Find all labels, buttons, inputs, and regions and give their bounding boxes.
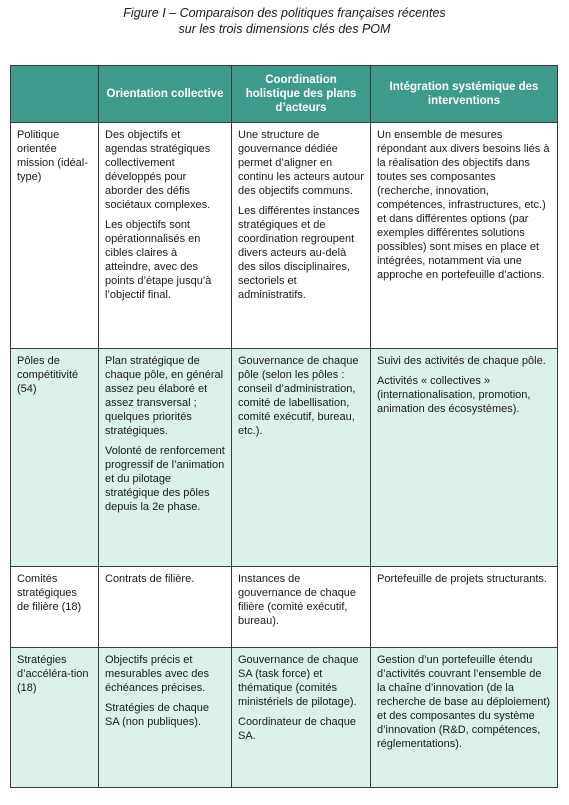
cell-paragraph: Suivi des activités de chaque pôle. [377,355,546,367]
cell-paragraph: Gouvernance de chaque SA (task force) et thématique (comités ministériels de pilotage). [238,654,359,708]
figure-title-line-2: sur les trois dimensions clés des POM [178,22,391,36]
table-cell [371,123,558,349]
row-label: Pôles de compétitivité (54) [11,349,99,567]
comparison-table [10,65,558,788]
table-cell [371,648,558,788]
cell-paragraph: Un ensemble de mesures répondant aux divers besoins liés à la réalisation des objectifs dans toutes ses composantes (recherche, innovation, compétences, infrastructures, etc.) et dans différentes options (par exemples différentes solutions possibles) sont mises en place et intégrées, notamment via une approche en portefeuille d’actions. [377,129,550,281]
cell-paragraph: Contrats de filière. [105,573,195,585]
cell-paragraph: Volonté de renforcement progressif de l’animation et du pilotage stratégique des pôles depuis la 2e phase. [105,445,225,513]
table-cell [232,567,371,648]
cell-paragraph: Coordinateur de chaque SA. [238,716,357,742]
table-row-strategies-d-acceleration [11,648,558,788]
header-integration-systemique: Intégration systémique des interventions [371,66,558,123]
cell-paragraph: Instances de gouvernance de chaque filière (comité exécutif, bureau). [238,573,357,627]
table-header-row [11,66,558,123]
table-row-poles-de-competitivite [11,349,558,567]
cell-paragraph: Les objectifs sont opérationnalisés en cibles claires à atteindre, avec des points d’étape jusqu’à l’objectif final. [105,219,212,301]
table-row-politique-orientee-mission [11,123,558,349]
table-cell [99,123,232,349]
cell-paragraph: Les différentes instances stratégiques et de coordination regroupent divers acteurs au-delà des silos disciplinaires, sectoriels et administratifs. [238,205,360,301]
table-cell [232,349,371,567]
cell-paragraph: Des objectifs et agendas stratégiques collectivement développés pour aborder des défis sociétaux complexes. [105,129,211,211]
table-cell [371,567,558,648]
table-cell [99,567,232,648]
table-cell [99,648,232,788]
table-cell [232,123,371,349]
row-label: Comités stratégiques de filière (18) [11,567,99,648]
cell-paragraph: Plan stratégique de chaque pôle, en général assez peu élaboré et assez transversal ; quelques priorités stratégiques. [105,355,224,437]
cell-paragraph: Stratégies de chaque SA (non publiques). [105,702,209,728]
row-label: Politique orientée mission (idéal-type) [11,123,99,349]
table-cell [232,648,371,788]
cell-paragraph: Gouvernance de chaque pôle (selon les pôles : conseil d’administration, comité de labellisation, comité exécutif, bureau, etc.). [238,355,359,437]
table-cell [99,349,232,567]
table-row-comites-strategiques-de-filiere [11,567,558,648]
row-label: Stratégies d’accéléra-tion (18) [11,648,99,788]
cell-paragraph: Objectifs précis et mesurables avec des échéances précises. [105,654,209,694]
header-empty-cell [11,66,99,123]
table-cell [371,349,558,567]
cell-paragraph: Gestion d’un portefeuille étendu d’activités couvrant l’ensemble de la chaîne d’innovation (de la recherche de base au déploiement) et des composantes du système d’innovation (R&D, compétences, réglementations). [377,654,551,750]
cell-paragraph: Portefeuille de projets structurants. [377,573,547,585]
header-coordination-holistique: Coordination holistique des plans d’acteurs [232,66,371,123]
figure-title [0,5,569,37]
cell-paragraph: Activités « collectives » (internationalisation, promotion, animation des écosystèmes). [377,375,531,415]
cell-paragraph: Une structure de gouvernance dédiée permet d’aligner en continu les acteurs autour des objectifs communs. [238,129,364,197]
figure-title-line-1: Figure I – Comparaison des politiques françaises récentes [123,6,446,20]
header-orientation-collective: Orientation collective [99,66,232,123]
